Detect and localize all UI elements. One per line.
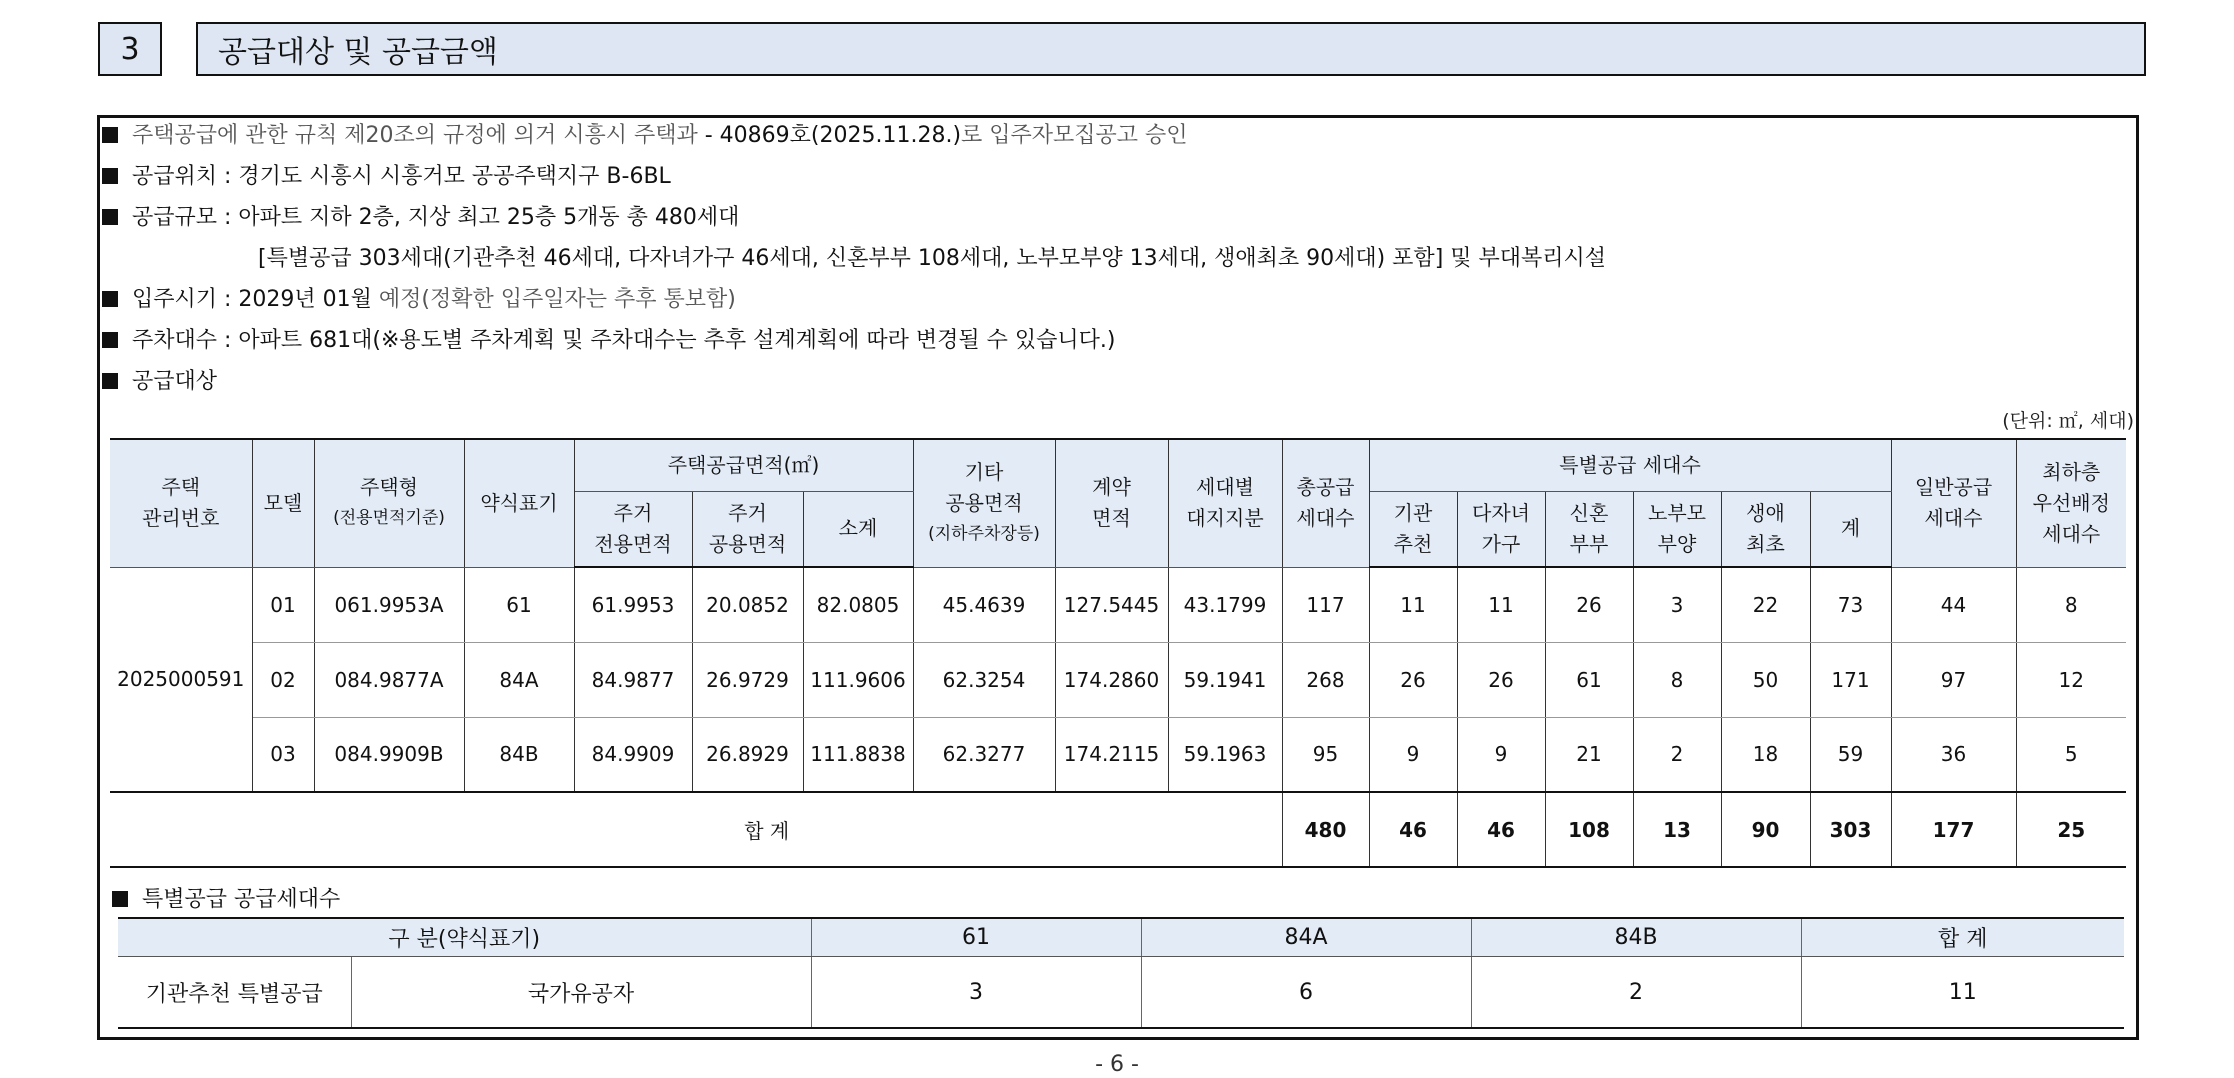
special-table-header xyxy=(118,918,2124,957)
header-elderly: 노부모 부양 xyxy=(1633,491,1721,567)
header-lowest-floor: 최하층 우선배정 세대수 xyxy=(2016,439,2126,567)
square-bullet-icon xyxy=(102,209,118,225)
header-land-share: 세대별 대지지분 xyxy=(1168,439,1282,567)
header-61: 61 xyxy=(811,918,1141,957)
header-category: 구 분(약식표기) xyxy=(118,918,811,957)
header-special-sum: 계 xyxy=(1810,491,1891,567)
header-type: 주택형 (전용면적기준) xyxy=(314,439,464,567)
header-supply-area: 주택공급면적(㎡) xyxy=(574,439,913,491)
header-common-area: 주거 공용면적 xyxy=(692,491,803,567)
supply-table xyxy=(110,438,2126,868)
section-title: 공급대상 및 공급금액 xyxy=(196,22,2146,76)
header-84b: 84B xyxy=(1471,918,1801,957)
special-group: 기관추천 특별공급 xyxy=(118,957,351,1029)
totals-label: 합 계 xyxy=(252,792,1282,867)
section-number: 3 xyxy=(98,22,162,76)
notice-scale: 공급규모 : 아파트 지하 2층, 지상 최고 25층 5개동 총 480세대 xyxy=(102,200,739,231)
notice-supply-target: 공급대상 xyxy=(102,364,217,395)
square-bullet-icon xyxy=(102,168,118,184)
notice-location: 공급위치 : 경기도 시흥시 시흥거모 공공주택지구 B-6BL xyxy=(102,159,671,190)
notice-approval: 주택공급에 관한 규칙 제20조의 규정에 의거 시흥시 주택과 - 40869호(2025.11.28.)로 입주자모집공고 승인 xyxy=(102,118,1188,149)
header-special-units: 특별공급 세대수 xyxy=(1369,439,1891,491)
square-bullet-icon xyxy=(112,891,128,907)
header-total-units: 총공급 세대수 xyxy=(1282,439,1369,567)
header-model: 모델 xyxy=(252,439,314,567)
square-bullet-icon xyxy=(102,291,118,307)
totals-row: 합 계 480 46 46 108 13 90 303 177 25 xyxy=(110,792,2126,867)
header-subtotal: 소계 xyxy=(803,491,913,567)
unit-note: (단위: ㎡, 세대) xyxy=(2002,410,2134,432)
table-row: 03 084.9909B 84B 84.9909 26.8929 111.8838 62.3277 174.2115 59.1963 95 9 9 21 2 18 59 36 5 xyxy=(110,717,2126,792)
notice-parking: 주차대수 : 아파트 681대(※용도별 주차계획 및 주차대수는 추후 설계계획에 따라 변경될 수 있습니다.) xyxy=(102,323,1116,354)
table-row: 2025000591 01 061.9953A 61 61.9953 20.0852 82.0805 45.4639 127.5445 43.1799 117 11 11 26 3 22 73 44 8 xyxy=(110,567,2126,642)
square-bullet-icon xyxy=(102,332,118,348)
special-subgroup: 국가유공자 xyxy=(351,957,811,1029)
header-mgmt-no: 주택 관리번호 xyxy=(110,439,252,567)
page-number: - 6 - xyxy=(1095,1052,1139,1077)
square-bullet-icon xyxy=(102,127,118,143)
notice-scale-detail: [특별공급 303세대(기관추천 46세대, 다자녀가구 46세대, 신혼부부 108세대, 노부모부양 13세대, 생애최초 90세대) 포함] 및 부대복리시설 xyxy=(258,246,1607,271)
header-institution: 기관 추천 xyxy=(1369,491,1457,567)
header-total: 합 계 xyxy=(1801,918,2124,957)
square-bullet-icon xyxy=(102,373,118,389)
header-84a: 84A xyxy=(1141,918,1471,957)
header-exclusive-area: 주거 전용면적 xyxy=(574,491,692,567)
notice-move-in: 입주시기 : 2029년 01월 예정(정확한 입주일자는 추후 통보함) xyxy=(102,282,736,313)
header-contract-area: 계약 면적 xyxy=(1055,439,1168,567)
table-row: 기관추천 특별공급 국가유공자 3 6 2 11 xyxy=(118,957,2124,1029)
table-row: 02 084.9877A 84A 84.9877 26.9729 111.9606 62.3254 174.2860 59.1941 268 26 26 61 8 50 171 97 12 xyxy=(110,642,2126,717)
header-newlywed: 신혼 부부 xyxy=(1545,491,1633,567)
header-multi-child: 다자녀 가구 xyxy=(1457,491,1545,567)
mgmt-no-cell: 2025000591 xyxy=(110,567,252,792)
header-general-units: 일반공급 세대수 xyxy=(1891,439,2016,567)
header-first-home: 생애 최초 xyxy=(1721,491,1810,567)
special-supply-table xyxy=(118,917,2124,1029)
header-abbr: 약식표기 xyxy=(464,439,574,567)
special-supply-title: 특별공급 공급세대수 xyxy=(112,882,340,913)
header-other-common: 기타 공용면적 (지하주차장등) xyxy=(913,439,1055,567)
table-header-row xyxy=(110,439,2126,491)
